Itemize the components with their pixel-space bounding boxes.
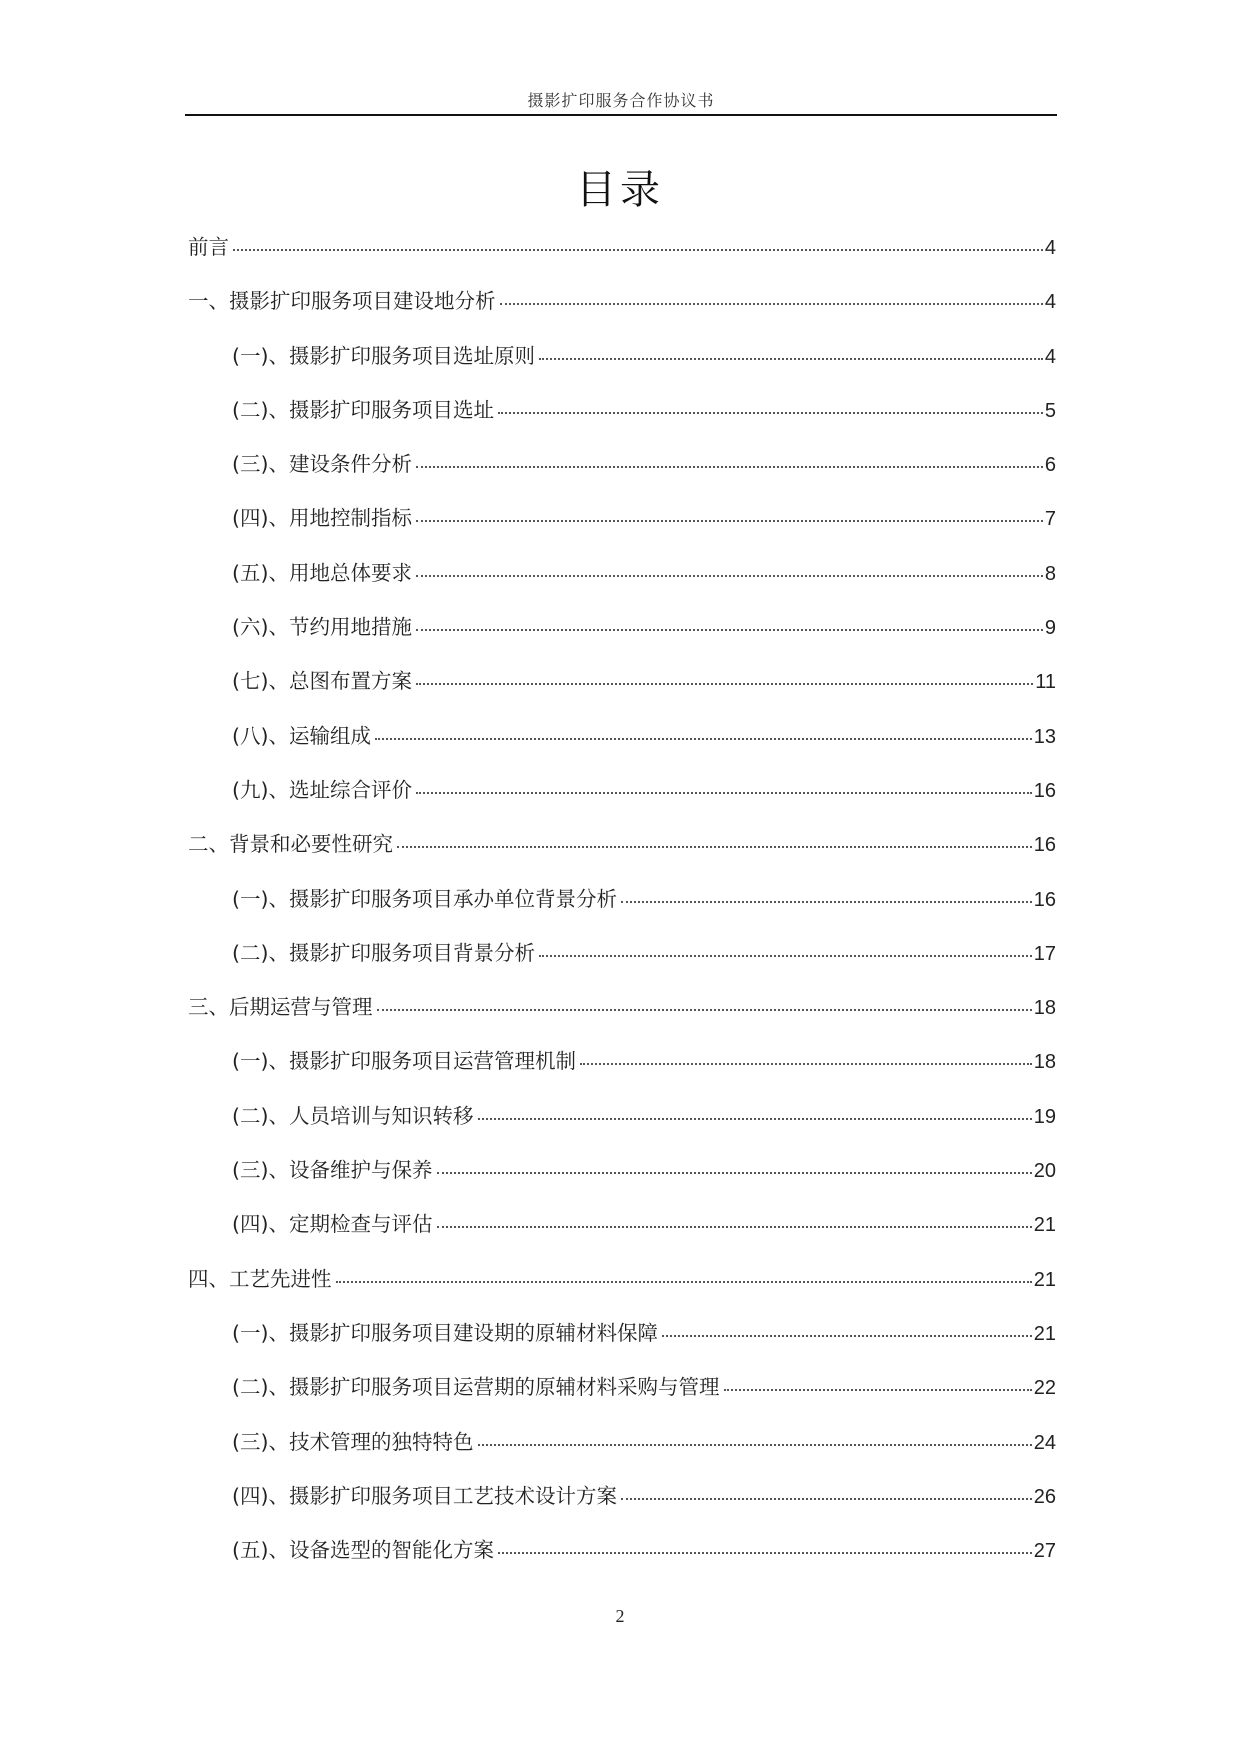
dot-leader bbox=[375, 738, 1032, 740]
toc-entry-label: 前言 bbox=[188, 235, 229, 259]
dot-leader bbox=[336, 1281, 1032, 1283]
table-of-contents bbox=[188, 230, 1056, 1587]
toc-entry-label: (一)、摄影扩印服务项目承办单位背景分析 bbox=[232, 886, 617, 911]
toc-section-entry[interactable] bbox=[188, 1044, 1056, 1098]
toc-entry-page-number: 21 bbox=[1033, 1322, 1056, 1345]
dot-leader bbox=[377, 1009, 1032, 1011]
toc-entry-page-number: 26 bbox=[1033, 1485, 1056, 1508]
toc-entry-page-number: 17 bbox=[1033, 942, 1056, 965]
toc-entry-label: (三)、设备维护与保养 bbox=[232, 1158, 433, 1183]
toc-entry-page-number: 18 bbox=[1033, 997, 1056, 1020]
toc-entry-page-number: 16 bbox=[1033, 888, 1056, 911]
toc-entry-label: (四)、用地控制指标 bbox=[232, 506, 412, 531]
dot-leader bbox=[662, 1335, 1032, 1337]
toc-section-entry[interactable] bbox=[188, 719, 1056, 773]
toc-entry-page-number: 4 bbox=[1044, 237, 1056, 259]
toc-entry-label: (一)、摄影扩印服务项目选址原则 bbox=[232, 343, 535, 368]
dot-leader bbox=[416, 683, 1033, 685]
dot-leader bbox=[437, 1172, 1032, 1174]
toc-entry-label: (一)、摄影扩印服务项目建设期的原辅材料保障 bbox=[232, 1320, 658, 1345]
toc-entry-page-number: 21 bbox=[1033, 1268, 1056, 1291]
toc-entry-label: 四、工艺先进性 bbox=[188, 1266, 332, 1291]
toc-section-entry[interactable] bbox=[188, 393, 1056, 447]
dot-leader bbox=[478, 1444, 1032, 1446]
toc-section-entry[interactable] bbox=[188, 1099, 1056, 1153]
dot-leader bbox=[416, 792, 1032, 794]
toc-entry-label: (二)、摄影扩印服务项目选址 bbox=[232, 397, 494, 422]
toc-entry-label: (四)、摄影扩印服务项目工艺技术设计方案 bbox=[232, 1483, 617, 1508]
dot-leader bbox=[416, 520, 1043, 522]
toc-entry-label: (五)、设备选型的智能化方案 bbox=[232, 1538, 494, 1563]
toc-entry-page-number: 4 bbox=[1044, 345, 1056, 368]
toc-entry-page-number: 13 bbox=[1033, 725, 1056, 748]
dot-leader bbox=[416, 629, 1043, 631]
header-divider bbox=[185, 114, 1057, 116]
dot-leader bbox=[500, 303, 1043, 305]
toc-entry-label: (七)、总图布置方案 bbox=[232, 669, 412, 694]
dot-leader bbox=[580, 1063, 1032, 1065]
toc-entry-label: (九)、选址综合评价 bbox=[232, 777, 412, 802]
toc-entry-page-number: 4 bbox=[1044, 291, 1056, 314]
toc-entry-page-number: 20 bbox=[1033, 1160, 1056, 1183]
toc-entry-page-number: 16 bbox=[1033, 779, 1056, 802]
toc-entry-page-number: 27 bbox=[1033, 1540, 1056, 1563]
toc-entry-label: (五)、用地总体要求 bbox=[232, 560, 412, 585]
dot-leader bbox=[478, 1118, 1032, 1120]
toc-entry-label: (二)、人员培训与知识转移 bbox=[232, 1103, 474, 1128]
toc-entry-label: 二、背景和必要性研究 bbox=[188, 832, 393, 857]
toc-section-entry[interactable] bbox=[188, 1207, 1056, 1261]
toc-chapter-entry[interactable] bbox=[188, 284, 1056, 338]
toc-chapter-entry[interactable] bbox=[188, 827, 1056, 881]
toc-entry-label: (三)、建设条件分析 bbox=[232, 452, 412, 477]
toc-section-entry[interactable] bbox=[188, 610, 1056, 664]
toc-entry-page-number: 6 bbox=[1044, 454, 1056, 477]
toc-chapter-entry[interactable] bbox=[188, 1262, 1056, 1316]
toc-section-entry[interactable] bbox=[188, 664, 1056, 718]
toc-chapter-entry[interactable] bbox=[188, 990, 1056, 1044]
toc-entry-page-number: 18 bbox=[1033, 1051, 1056, 1074]
toc-section-entry[interactable] bbox=[188, 1479, 1056, 1533]
toc-section-entry[interactable] bbox=[188, 1153, 1056, 1207]
page-number: 2 bbox=[615, 1606, 625, 1626]
dot-leader bbox=[621, 901, 1032, 903]
toc-entry-label: (三)、技术管理的独特特色 bbox=[232, 1429, 474, 1454]
toc-section-entry[interactable] bbox=[188, 1316, 1056, 1370]
toc-entry-label: (六)、节约用地措施 bbox=[232, 615, 412, 640]
toc-entry-page-number: 22 bbox=[1033, 1377, 1056, 1400]
dot-leader bbox=[621, 1498, 1032, 1500]
dot-leader bbox=[539, 358, 1043, 360]
toc-title: 目录 bbox=[576, 167, 664, 213]
toc-section-entry[interactable] bbox=[188, 1425, 1056, 1479]
toc-section-entry[interactable] bbox=[188, 882, 1056, 936]
toc-entry-page-number: 8 bbox=[1044, 562, 1056, 585]
toc-section-entry[interactable] bbox=[188, 1370, 1056, 1424]
toc-entry-label: (二)、摄影扩印服务项目运营期的原辅材料采购与管理 bbox=[232, 1375, 720, 1400]
toc-section-entry[interactable] bbox=[188, 501, 1056, 555]
toc-section-entry[interactable] bbox=[188, 773, 1056, 827]
dot-leader bbox=[539, 955, 1032, 957]
toc-entry-page-number: 11 bbox=[1035, 671, 1056, 694]
toc-entry-label: 一、摄影扩印服务项目建设地分析 bbox=[188, 289, 496, 314]
dot-leader bbox=[498, 1552, 1032, 1554]
toc-entry-page-number: 21 bbox=[1033, 1214, 1056, 1237]
toc-section-entry[interactable] bbox=[188, 447, 1056, 501]
dot-leader bbox=[416, 466, 1043, 468]
toc-section-entry[interactable] bbox=[188, 936, 1056, 990]
toc-entry-page-number: 9 bbox=[1044, 617, 1056, 640]
toc-entry-label: 三、后期运营与管理 bbox=[188, 995, 373, 1020]
dot-leader bbox=[437, 1226, 1032, 1228]
toc-section-entry[interactable] bbox=[188, 339, 1056, 393]
toc-entry-page-number: 16 bbox=[1033, 834, 1056, 857]
toc-entry-page-number: 5 bbox=[1044, 399, 1056, 422]
dot-leader bbox=[397, 846, 1032, 848]
dot-leader bbox=[233, 249, 1043, 251]
dot-leader bbox=[416, 575, 1043, 577]
toc-entry-label: (一)、摄影扩印服务项目运营管理机制 bbox=[232, 1049, 576, 1074]
dot-leader bbox=[498, 412, 1043, 414]
toc-entry-label: (二)、摄影扩印服务项目背景分析 bbox=[232, 940, 535, 965]
toc-entry-page-number: 24 bbox=[1033, 1431, 1056, 1454]
dot-leader bbox=[724, 1389, 1032, 1391]
toc-entry-page-number: 19 bbox=[1033, 1105, 1056, 1128]
toc-section-entry[interactable] bbox=[188, 1533, 1056, 1587]
toc-entry-label: (四)、定期检查与评估 bbox=[232, 1212, 433, 1237]
toc-entry-label: (八)、运输组成 bbox=[232, 723, 371, 748]
toc-chapter-entry[interactable] bbox=[188, 230, 1056, 284]
toc-entry-page-number: 7 bbox=[1044, 508, 1056, 531]
running-header: 摄影扩印服务合作协议书 bbox=[527, 91, 715, 110]
toc-section-entry[interactable] bbox=[188, 556, 1056, 610]
